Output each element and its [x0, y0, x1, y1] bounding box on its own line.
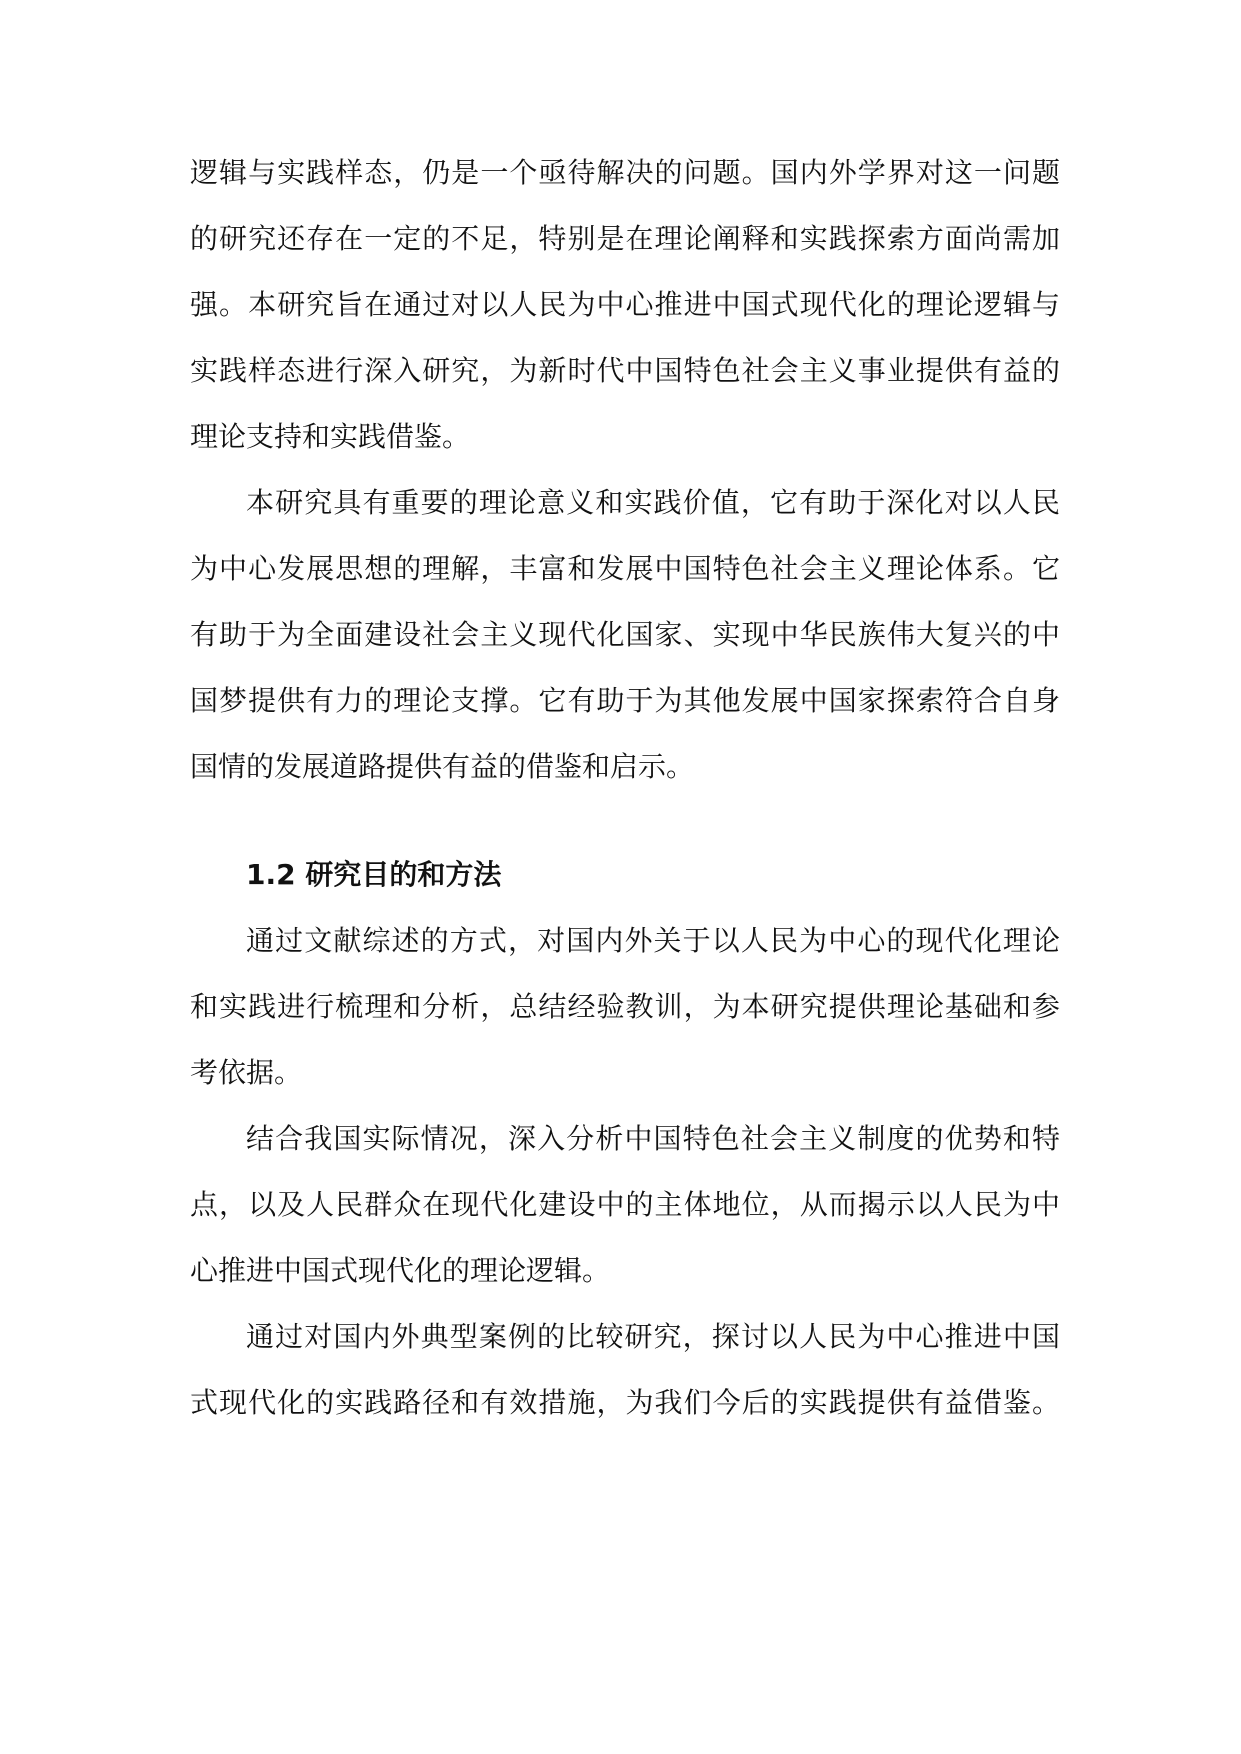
text-line: 通过对国内外典型案例的比较研究，探讨以人民为中心推进中国: [246, 1320, 1060, 1353]
text-line: 心推进中国式现代化的理论逻辑。: [190, 1254, 611, 1287]
document-body: [190, 140, 1060, 1436]
text-line: 理论支持和实践借鉴。: [190, 420, 471, 453]
text-line: 强。本研究旨在通过对以人民为中心推进中国式现代化的理论逻辑与: [190, 288, 1060, 321]
text-line: 逻辑与实践样态，仍是一个亟待解决的问题。国内外学界对这一问题: [190, 156, 1060, 189]
text-line: 结合我国实际情况，深入分析中国特色社会主义制度的优势和特: [246, 1122, 1060, 1155]
text-line: 考依据。: [190, 1056, 303, 1089]
paragraph-significance: [190, 470, 1060, 800]
text-line: 通过文献综述的方式，对国内外关于以人民为中心的现代化理论: [246, 924, 1060, 957]
text-line: 和实践进行梳理和分析，总结经验教训，为本研究提供理论基础和参: [190, 990, 1060, 1023]
paragraph-literature-review: [190, 908, 1060, 1106]
paragraph-analysis: [190, 1106, 1060, 1304]
text-line: 为中心发展思想的理解，丰富和发展中国特色社会主义理论体系。它: [190, 552, 1060, 585]
text-line: 实践样态进行深入研究，为新时代中国特色社会主义事业提供有益的: [190, 354, 1060, 387]
paragraph-continuation: [190, 140, 1060, 470]
text-line: 点，以及人民群众在现代化建设中的主体地位，从而揭示以人民为中: [190, 1188, 1060, 1221]
text-line: 的研究还存在一定的不足，特别是在理论阐释和实践探索方面尚需加: [190, 222, 1060, 255]
section-heading: 1.2 研究目的和方法: [246, 858, 502, 891]
text-line: 国情的发展道路提供有益的借鉴和启示。: [190, 750, 695, 783]
text-line: 本研究具有重要的理论意义和实践价值，它有助于深化对以人民: [246, 486, 1060, 519]
text-line: 国梦提供有力的理论支撑。它有助于为其他发展中国家探索符合自身: [190, 684, 1060, 717]
text-line: 有助于为全面建设社会主义现代化国家、实现中华民族伟大复兴的中: [190, 618, 1060, 651]
paragraph-case-study: [190, 1304, 1060, 1436]
text-line: 式现代化的实践路径和有效措施，为我们今后的实践提供有益借鉴。: [190, 1386, 1060, 1419]
